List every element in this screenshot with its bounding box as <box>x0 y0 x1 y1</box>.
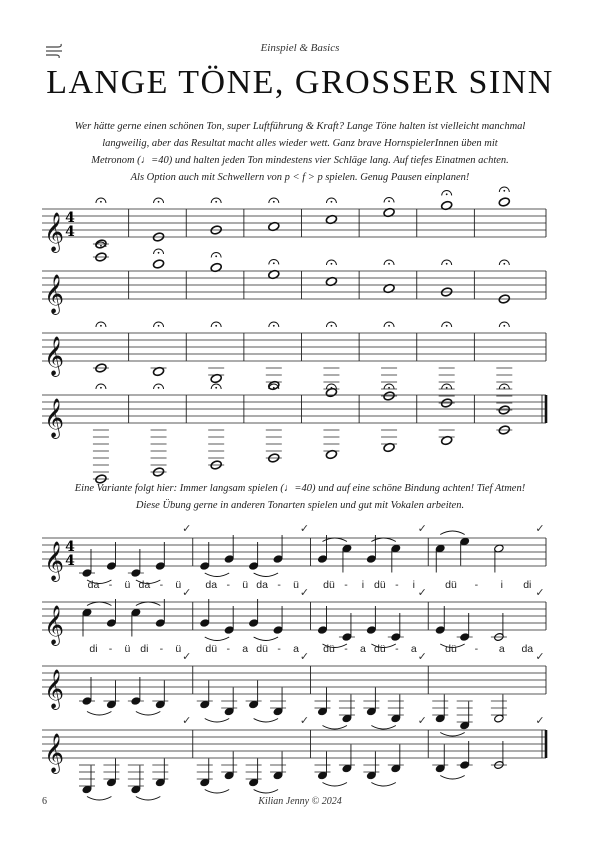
fermata-dot <box>100 245 102 247</box>
fermata-dot <box>331 201 333 203</box>
lyric-syllable: dü <box>323 643 335 655</box>
fermata-dot <box>273 387 275 389</box>
lyric-syllable: - <box>159 643 164 655</box>
variant-line: Diese Übung gerne in anderen Tonarten spielen und gut mit Vokalen arbeiten. <box>135 500 465 511</box>
slur <box>440 531 464 535</box>
intro-line: langweilig, aber das Resultat macht alles wieder wett. Ganz brave HornspielerInnen üben mit <box>102 138 498 149</box>
whole-note <box>152 259 164 269</box>
fermata-dot <box>388 325 390 327</box>
page-number: 6 <box>42 796 47 807</box>
lyric-syllable: ü <box>175 579 182 591</box>
lyric-syllable: da <box>87 579 100 591</box>
breath-mark: ✓ <box>535 650 545 663</box>
lyric-syllable: dü <box>445 643 457 655</box>
fermata-dot <box>158 252 160 254</box>
slur <box>205 719 229 723</box>
lyric-syllable: dü <box>374 579 386 591</box>
lyric-syllable: da <box>256 579 268 591</box>
lyric-syllable: ü <box>242 579 249 591</box>
lyric-syllable: i <box>361 579 365 591</box>
slur <box>254 637 278 641</box>
fermata-dot <box>388 263 390 265</box>
lyric-syllable: di <box>89 643 98 655</box>
fermata-dot <box>503 325 505 327</box>
lyric-syllable: dü <box>205 643 218 655</box>
lyric-syllable: - <box>395 643 399 655</box>
lyric-syllable: - <box>344 643 348 655</box>
lyric-syllable: dü <box>323 579 335 591</box>
lyric-syllable: di <box>140 643 149 655</box>
treble-clef: 𝄞 <box>44 274 65 314</box>
slur <box>371 783 395 787</box>
breath-mark: ✓ <box>417 586 427 599</box>
fermata-dot <box>100 325 102 327</box>
treble-clef: 𝄞 <box>44 733 65 773</box>
fermata-dot <box>331 387 333 389</box>
treble-clef: 𝄞 <box>44 336 65 376</box>
lyric-syllable: dü <box>256 643 268 655</box>
breath-mark: ✓ <box>182 650 192 663</box>
fermata-dot <box>215 201 217 203</box>
time-signature-top: 4 <box>65 539 75 555</box>
breath-mark: ✓ <box>299 586 310 599</box>
treble-clef: 𝄞 <box>44 605 65 645</box>
lyric-syllable: a <box>410 643 417 655</box>
lyric-syllable: - <box>226 579 230 591</box>
variant-line: Eine Variante folgt hier: Immer langsam spielen (♩=40) und auf eine schöne Bindung achten! Tief Atmen! <box>74 483 526 494</box>
slur <box>323 783 347 787</box>
fermata-dot <box>503 387 505 389</box>
lyric-syllable: ü <box>175 643 182 655</box>
slur <box>254 790 278 794</box>
score-long-tones <box>0 195 600 450</box>
section-label: Einspiel & Basics <box>260 42 340 54</box>
slur <box>87 602 111 606</box>
fermata-dot <box>158 325 160 327</box>
lyric-syllable: - <box>474 579 479 591</box>
whole-note <box>498 197 510 207</box>
treble-clef: 𝄞 <box>44 212 65 252</box>
fermata-dot <box>215 325 217 327</box>
lyric-syllable: a <box>359 643 366 655</box>
breath-mark: ✓ <box>535 522 545 535</box>
fermata-dot <box>273 325 275 327</box>
slur <box>205 790 229 794</box>
lyric-syllable: - <box>474 643 479 655</box>
fermata-dot <box>503 190 505 192</box>
time-signature-top: 4 <box>65 210 75 226</box>
intro-line: Metronom (♩=40) und halten jeden Ton mindestens vier Schläge lang. Auf tiefes Einatmen achten. <box>91 155 509 166</box>
lyric-syllable: - <box>277 579 281 591</box>
fermata-dot <box>158 201 160 203</box>
slur <box>254 573 278 577</box>
lyric-syllable: da <box>521 643 534 655</box>
treble-clef: 𝄞 <box>44 398 65 438</box>
fermata-dot <box>446 325 448 327</box>
fermata-dot <box>388 387 390 389</box>
slur <box>323 726 347 730</box>
fermata-dot <box>100 387 102 389</box>
fermata-dot <box>331 263 333 265</box>
lyric-syllable: a <box>242 643 249 655</box>
slur <box>371 726 395 730</box>
lyric-syllable: - <box>226 643 230 655</box>
footer-credit: Kilian Jenny © 2024 <box>258 796 342 807</box>
lyric-syllable: i <box>500 579 504 591</box>
lyric-syllable: - <box>395 579 399 591</box>
breath-mark: ✓ <box>182 714 192 727</box>
breath-mark: ✓ <box>535 586 545 599</box>
fermata-dot <box>273 201 275 203</box>
treble-clef: 𝄞 <box>44 669 65 709</box>
fermata-dot <box>331 325 333 327</box>
lyric-syllable: a <box>293 643 299 655</box>
breath-mark: ✓ <box>182 586 192 599</box>
page-title: LANGE TÖNE, GROSSER SINN <box>46 64 554 101</box>
breath-mark: ✓ <box>535 714 545 727</box>
lyric-syllable: a <box>498 643 505 655</box>
slur <box>136 602 160 606</box>
score-legato-variant <box>0 520 600 785</box>
breath-mark: ✓ <box>417 650 427 663</box>
lyric-syllable: ü <box>124 579 131 591</box>
intro-line: Wer hätte gerne einen schönen Ton, super Luftführung & Kraft? Lange Töne halten ist vielleicht manchmal <box>74 121 526 132</box>
intro-line: Als Option auch mit Schwellern von p < f > p spielen. Genug Pausen einplanen! <box>130 172 470 183</box>
fermata-dot <box>273 262 275 264</box>
breath-mark: ✓ <box>299 650 310 663</box>
fermata-dot <box>503 263 505 265</box>
fermata-dot <box>388 200 390 202</box>
breath-mark: ✓ <box>417 714 427 727</box>
fermata-dot <box>446 387 448 389</box>
lyric-syllable: ü <box>293 579 299 591</box>
lyric-syllable: - <box>159 579 164 591</box>
variant-text <box>40 480 560 514</box>
slur <box>136 712 160 716</box>
fermata-dot <box>158 387 160 389</box>
lyric-syllable: dü <box>445 579 457 591</box>
slur <box>87 712 111 716</box>
lyric-syllable: - <box>108 643 113 655</box>
intro-text <box>40 118 560 186</box>
fermata-dot <box>215 255 217 257</box>
lyric-syllable: - <box>344 579 348 591</box>
slur <box>205 573 229 577</box>
lyric-syllable: ü <box>124 643 131 655</box>
fermata-dot <box>446 263 448 265</box>
lyric-syllable: di <box>523 579 532 591</box>
lyric-syllable: dü <box>374 643 386 655</box>
time-signature-bottom: 4 <box>65 224 75 240</box>
lyric-syllable: i <box>412 579 415 591</box>
breath-mark: ✓ <box>299 522 310 535</box>
slur <box>205 637 229 641</box>
lyric-syllable: da <box>138 579 151 591</box>
breath-mark: ✓ <box>299 714 310 727</box>
treble-clef: 𝄞 <box>44 541 65 581</box>
lyric-syllable: da <box>205 579 218 591</box>
slur <box>440 776 464 780</box>
lyric-syllable: - <box>277 643 281 655</box>
time-signature-bottom: 4 <box>65 553 75 569</box>
breath-mark: ✓ <box>417 522 427 535</box>
fermata-dot <box>215 387 217 389</box>
breath-mark: ✓ <box>182 522 192 535</box>
slur <box>440 733 464 737</box>
slur <box>254 719 278 723</box>
lyric-syllable: - <box>108 579 113 591</box>
fermata-dot <box>446 193 448 195</box>
fermata-dot <box>100 201 102 203</box>
